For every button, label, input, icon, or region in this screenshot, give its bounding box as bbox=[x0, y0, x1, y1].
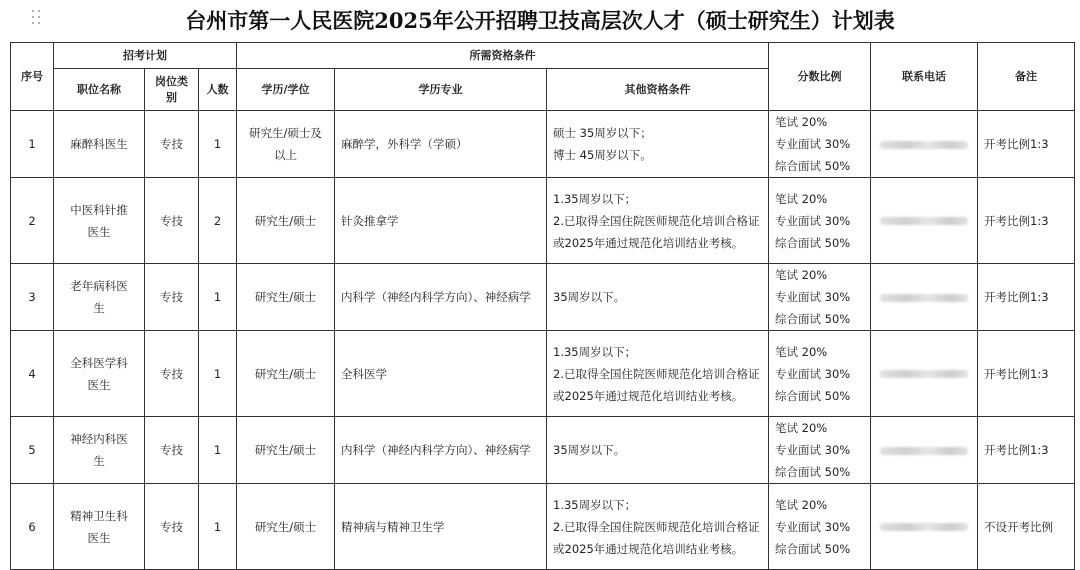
score-line: 专业面试 30% bbox=[775, 366, 851, 381]
cell-major: 针灸推拿学 bbox=[335, 178, 547, 264]
cell-degree: 研究生/硕士 bbox=[237, 331, 335, 417]
header-count: 人数 bbox=[199, 69, 237, 111]
cell-degree: 研究生/硕士 bbox=[237, 484, 335, 570]
cell-remark: 开考比例1:3 bbox=[978, 264, 1075, 331]
header-position-type: 岗位类别 bbox=[145, 69, 199, 111]
score-line: 笔试 20% bbox=[775, 421, 828, 435]
cell-other-conditions: 硕士 35周岁以下； 博士 45周岁以下。 bbox=[547, 111, 769, 178]
cell-remark: 不设开考比例 bbox=[978, 484, 1075, 570]
cell-position-name: 神经内科医生 bbox=[54, 417, 145, 484]
redacted-phone bbox=[880, 523, 968, 531]
cell-degree: 研究生/硕士 bbox=[237, 178, 335, 264]
cell-major: 精神病与精神卫生学 bbox=[335, 484, 547, 570]
cell-phone bbox=[871, 331, 978, 417]
cell-count: 1 bbox=[199, 417, 237, 484]
cell-phone bbox=[871, 111, 978, 178]
cell-position-name: 全科医学科医生 bbox=[54, 331, 145, 417]
cell-phone bbox=[871, 264, 978, 331]
score-line: 专业面试 30% bbox=[775, 519, 851, 534]
cell-major: 麻醉学，外科学（学硕） bbox=[335, 111, 547, 178]
score-line: 综合面试 50% bbox=[775, 388, 851, 403]
score-line: 专业面试 30% bbox=[775, 137, 851, 151]
cell-remark: 开考比例1:3 bbox=[978, 111, 1075, 178]
header-plan-group: 招考计划 bbox=[54, 43, 237, 69]
redacted-phone bbox=[880, 447, 968, 455]
cell-count: 1 bbox=[199, 331, 237, 417]
header-phone: 联系电话 bbox=[871, 43, 978, 111]
cell-position-type: 专技 bbox=[145, 484, 199, 570]
cell-count: 1 bbox=[199, 111, 237, 178]
cell-position-type: 专技 bbox=[145, 331, 199, 417]
header-qualification-group: 所需资格条件 bbox=[237, 43, 769, 69]
cell-phone bbox=[871, 417, 978, 484]
header-degree: 学历/学位 bbox=[237, 69, 335, 111]
header-seq: 序号 bbox=[11, 43, 54, 111]
score-line: 笔试 20% bbox=[775, 344, 828, 359]
table-row bbox=[11, 331, 1075, 417]
score-line: 综合面试 50% bbox=[775, 541, 851, 556]
score-line: 专业面试 30% bbox=[775, 213, 851, 228]
score-line: 综合面试 50% bbox=[775, 465, 851, 479]
cell-other-conditions: 35周岁以下。 bbox=[547, 417, 769, 484]
cell-phone bbox=[871, 484, 978, 570]
cell-other-conditions: 1.35周岁以下； 2.已取得全国住院医师规范化培训合格证或2025年通过规范化培训结业考核。 bbox=[547, 484, 769, 570]
recruitment-plan-table bbox=[10, 42, 1075, 570]
cell-other-conditions: 35周岁以下。 bbox=[547, 264, 769, 331]
cell-remark: 开考比例1:3 bbox=[978, 417, 1075, 484]
cell-count: 1 bbox=[199, 484, 237, 570]
score-line: 综合面试 50% bbox=[775, 312, 851, 326]
page-title: 台州市第一人民医院2025年公开招聘卫技高层次人才（硕士研究生）计划表 bbox=[185, 8, 895, 33]
cell-score-ratio bbox=[769, 417, 871, 484]
score-line: 笔试 20% bbox=[775, 268, 828, 282]
cell-score-ratio bbox=[769, 331, 871, 417]
header-position-name: 职位名称 bbox=[54, 69, 145, 111]
cell-score-ratio bbox=[769, 178, 871, 264]
cell-position-name: 老年病科医生 bbox=[54, 264, 145, 331]
cell-degree: 研究生/硕士 bbox=[237, 264, 335, 331]
score-line: 综合面试 50% bbox=[775, 159, 851, 173]
cell-score-ratio bbox=[769, 264, 871, 331]
cell-seq: 6 bbox=[11, 484, 54, 570]
redacted-phone bbox=[880, 141, 968, 149]
cell-count: 1 bbox=[199, 264, 237, 331]
cell-degree: 研究生/硕士 bbox=[237, 417, 335, 484]
header-remark: 备注 bbox=[978, 43, 1075, 111]
score-line: 综合面试 50% bbox=[775, 235, 851, 250]
cell-phone bbox=[871, 178, 978, 264]
table-row bbox=[11, 264, 1075, 331]
cell-remark: 开考比例1:3 bbox=[978, 178, 1075, 264]
redacted-phone bbox=[880, 217, 968, 225]
cell-score-ratio bbox=[769, 484, 871, 570]
cell-position-type: 专技 bbox=[145, 264, 199, 331]
header-major: 学历专业 bbox=[335, 69, 547, 111]
header-other-conditions: 其他资格条件 bbox=[547, 69, 769, 111]
cell-position-name: 精神卫生科医生 bbox=[54, 484, 145, 570]
score-line: 笔试 20% bbox=[775, 191, 828, 206]
cell-seq: 4 bbox=[11, 331, 54, 417]
cell-remark: 开考比例1:3 bbox=[978, 331, 1075, 417]
cell-seq: 3 bbox=[11, 264, 54, 331]
cell-position-type: 专技 bbox=[145, 417, 199, 484]
table-row bbox=[11, 111, 1075, 178]
cell-major: 内科学（神经内科学方向）、神经病学 bbox=[335, 417, 547, 484]
redacted-phone bbox=[880, 294, 968, 302]
score-line: 专业面试 30% bbox=[775, 443, 851, 457]
cell-score-ratio bbox=[769, 111, 871, 178]
cell-position-type: 专技 bbox=[145, 178, 199, 264]
score-line: 专业面试 30% bbox=[775, 290, 851, 304]
cell-seq: 1 bbox=[11, 111, 54, 178]
table-row bbox=[11, 484, 1075, 570]
redacted-phone bbox=[880, 370, 968, 378]
score-line: 笔试 20% bbox=[775, 115, 828, 129]
cell-seq: 5 bbox=[11, 417, 54, 484]
cell-major: 内科学（神经内科学方向）、神经病学 bbox=[335, 264, 547, 331]
table-row bbox=[11, 417, 1075, 484]
header-score-ratio: 分数比例 bbox=[769, 43, 871, 111]
cell-degree: 研究生/硕士及以上 bbox=[237, 111, 335, 178]
cell-position-name: 中医科针推医生 bbox=[54, 178, 145, 264]
cell-count: 2 bbox=[199, 178, 237, 264]
table-body bbox=[11, 111, 1075, 570]
cell-other-conditions: 1.35周岁以下； 2.已取得全国住院医师规范化培训合格证或2025年通过规范化培训结业考核。 bbox=[547, 331, 769, 417]
cell-major: 全科医学 bbox=[335, 331, 547, 417]
cell-position-type: 专技 bbox=[145, 111, 199, 178]
cell-position-name: 麻醉科医生 bbox=[54, 111, 145, 178]
cell-seq: 2 bbox=[11, 178, 54, 264]
cell-other-conditions: 1.35周岁以下； 2.已取得全国住院医师规范化培训合格证或2025年通过规范化培训结业考核。 bbox=[547, 178, 769, 264]
table-row bbox=[11, 178, 1075, 264]
score-line: 笔试 20% bbox=[775, 497, 828, 512]
